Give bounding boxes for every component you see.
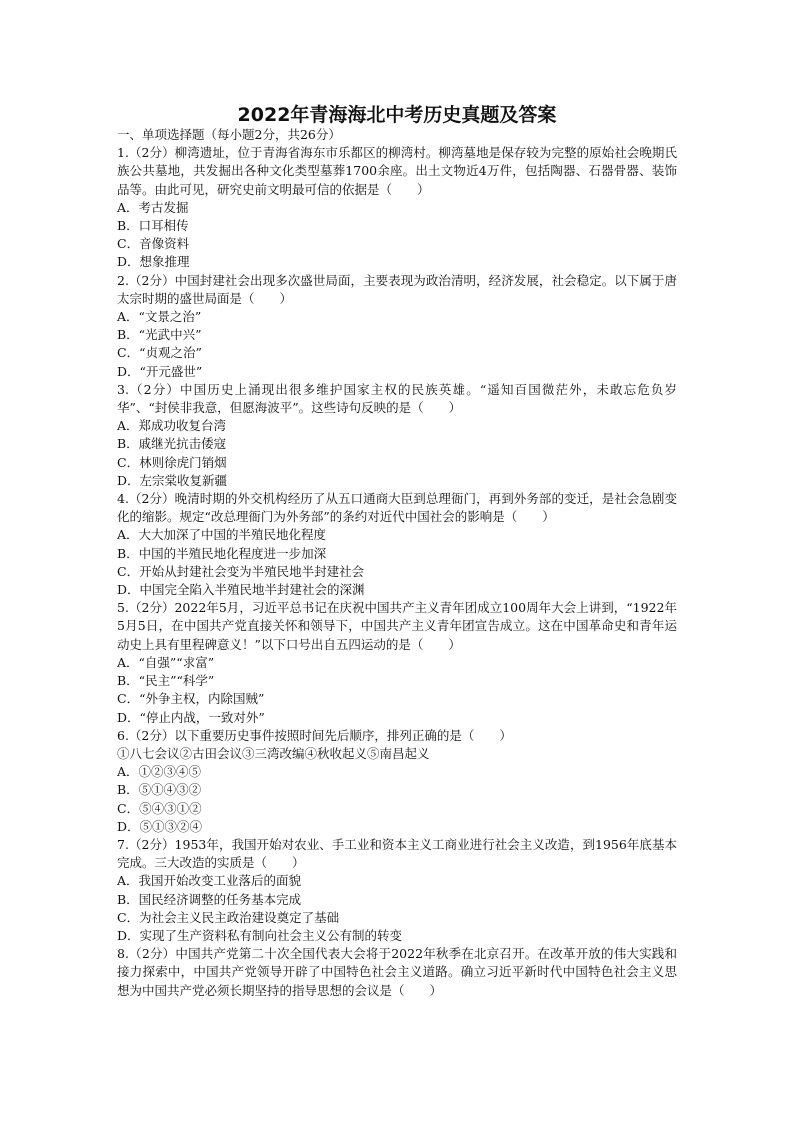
option-a: A．“文景之治” bbox=[117, 309, 202, 325]
event-list: ①八七会议②古田会议③三湾改编④秋收起义⑤南昌起义 bbox=[117, 745, 430, 761]
option-d: D．“开元盛世” bbox=[117, 363, 203, 379]
option-d: D．“停止内战，一致对外” bbox=[117, 709, 265, 725]
option-a: A．大大加深了中国的半殖民地化程度 bbox=[117, 527, 327, 543]
section-heading: 一、单项选择题（每小题2分，共26分） bbox=[117, 127, 341, 142]
option-c: C．⑤④③①② bbox=[117, 800, 202, 816]
option-b: B．口耳相传 bbox=[117, 218, 189, 234]
question-stem: 7.（2分）1953年，我国开始对农业、手工业和资本主义工商业进行社会主义改造，到1956年底基本完成。三大改造的实质是（ ） bbox=[117, 836, 677, 871]
option-d: D．想象推理 bbox=[117, 254, 190, 270]
question-8 bbox=[117, 945, 677, 1000]
question-5 bbox=[117, 599, 677, 726]
question-stem: 6.（2分）以下重要历史事件按照时间先后顺序，排列正确的是（ ） bbox=[117, 727, 512, 743]
option-b: B．中国的半殖民地化程度进一步加深 bbox=[117, 545, 327, 561]
question-6 bbox=[117, 727, 677, 836]
question-stem: 1.（2分）柳湾遗址，位于青海省海东市乐都区的柳湾村。柳湾墓地是保存较为完整的原始社会晚期氏族公共墓地，共发掘出各种文化类型墓葬1700余座。出土文物近4万件，包括陶器、石器骨器、装饰品等。由此可见，研究史前文明最可信的依据是（ ） bbox=[117, 145, 677, 197]
question-stem: 3.（2分）中国历史上涌现出很多维护国家主权的民族英雄。“遥知百国微茫外，未敢忘危负岁华”、“封侯非我意，但愿海波平”。这些诗句反映的是（ ） bbox=[117, 381, 677, 416]
option-c: C．为社会主义民主政治建设奠定了基础 bbox=[117, 909, 340, 925]
question-stem: 4.（2分）晚清时期的外交机构经历了从五口通商大臣到总理衙门，再到外务部的变迁，是社会急剧变化的缩影。规定“改总理衙门为外务部”的条约对近代中国社会的影响是（ ） bbox=[117, 491, 677, 525]
page-title: 2022年青海海北中考历史真题及答案 bbox=[237, 104, 557, 126]
question-stem: 8.（2分）中国共产党第二十次全国代表大会将于2022年秋季在北京召开。在改革开放的伟大实践和接力探索中，中国共产党领导开辟了中国特色社会主义道路。确立习近平新时代中国特色社会主义思想为中国共产党必须长期坚持的指导思想的会议是（ ） bbox=[117, 946, 677, 998]
question-stem: 5.（2分）2022年5月，习近平总书记在庆祝中国共产主义青年团成立100周年大会上讲到，“1922年5月5日，在中国共产党直接关怀和领导下，中国共产主义青年团宣告成立。这在中国革命史和青年运动史上具有里程碑意义！”以下口号出自五四运动的是（ ） bbox=[117, 600, 677, 652]
option-a: A．①②③④⑤ bbox=[117, 764, 202, 780]
option-c: C．“外争主权，内除国贼” bbox=[117, 691, 265, 707]
option-c: C．“贞观之治” bbox=[117, 345, 202, 361]
option-d: D．左宗棠收复新疆 bbox=[117, 472, 228, 488]
option-a: A．“自强”“求富” bbox=[117, 654, 215, 670]
option-a: A．考古发掘 bbox=[117, 199, 189, 215]
question-3 bbox=[117, 381, 677, 490]
option-b: B．“光武中兴” bbox=[117, 327, 202, 343]
option-b: B．国民经济调整的任务基本完成 bbox=[117, 891, 302, 907]
question-4 bbox=[117, 490, 677, 599]
option-d: D．实现了生产资料私有制向社会主义公有制的转变 bbox=[117, 927, 403, 943]
option-c: C．音像资料 bbox=[117, 236, 190, 252]
option-b: B．⑤①④③② bbox=[117, 782, 202, 798]
question-1 bbox=[117, 144, 677, 271]
option-c: C．开始从封建社会变为半殖民地半封建社会 bbox=[117, 563, 365, 579]
option-a: A．我国开始改变工业落后的面貌 bbox=[117, 873, 302, 889]
question-stem: 2.（2分）中国封建社会出现多次盛世局面，主要表现为政治清明，经济发展，社会稳定。以下属于唐太宗时期的盛世局面是（ ） bbox=[117, 272, 677, 306]
exam-content bbox=[117, 126, 677, 1000]
option-a: A．郑成功收复台湾 bbox=[117, 418, 227, 434]
option-b: B．戚继光抗击倭寇 bbox=[117, 436, 227, 452]
question-7 bbox=[117, 836, 677, 945]
option-c: C．林则徐虎门销烟 bbox=[117, 454, 227, 470]
question-2 bbox=[117, 272, 677, 381]
option-d: D．中国完全陷入半殖民地半封建社会的深渊 bbox=[117, 582, 365, 598]
option-b: B．“民主”“科学” bbox=[117, 673, 215, 689]
option-d: D．⑤①③②④ bbox=[117, 818, 203, 834]
